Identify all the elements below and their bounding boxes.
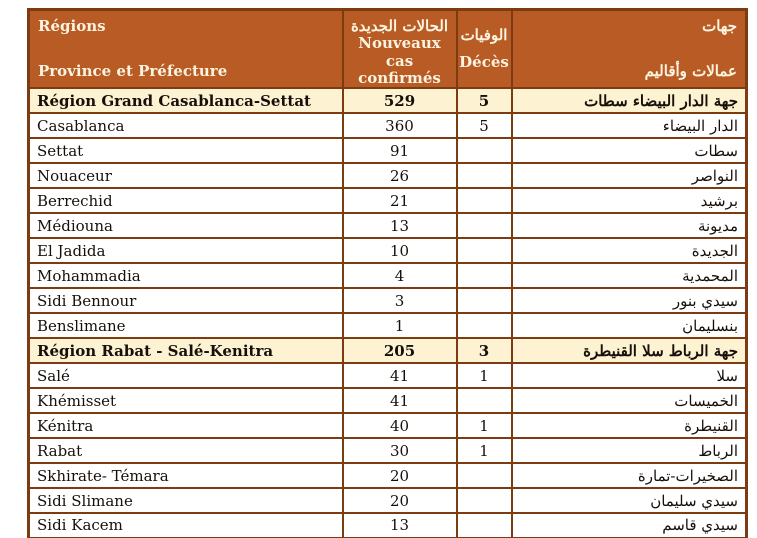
- region-summary-row: [29, 88, 747, 113]
- deaths-value: [457, 313, 512, 338]
- new-cases-value: 1: [343, 313, 457, 338]
- province-name-fr: Skhirate- Témara: [29, 463, 343, 488]
- new-cases-value: 21: [343, 188, 457, 213]
- province-name-fr: Sidi Kacem: [29, 513, 343, 538]
- new-cases-value: 10: [343, 238, 457, 263]
- province-name-ar: برشيد: [512, 188, 747, 213]
- header-regions-ar-line2: عمالات وأقاليم: [644, 61, 737, 80]
- province-name-fr: Casablanca: [29, 113, 343, 138]
- province-row: [29, 213, 747, 238]
- deaths-value: [457, 513, 512, 538]
- province-row: [29, 488, 747, 513]
- province-name-ar: سيدي قاسم: [512, 513, 747, 538]
- header-regions-fr-line1: Régions: [38, 17, 106, 35]
- province-name-ar: النواصر: [512, 163, 747, 188]
- deaths-value: 5: [457, 88, 512, 113]
- header-cell-regions: [29, 10, 343, 89]
- province-row: [29, 288, 747, 313]
- province-name-fr: Région Rabat - Salé-Kenitra: [29, 338, 343, 363]
- new-cases-value: 40: [343, 413, 457, 438]
- province-name-fr: Berrechid: [29, 188, 343, 213]
- header-cell-deaths: [457, 10, 512, 89]
- province-name-fr: Médiouna: [29, 213, 343, 238]
- new-cases-value: 360: [343, 113, 457, 138]
- province-row: [29, 138, 747, 163]
- new-cases-value: 20: [343, 488, 457, 513]
- province-name-fr: Benslimane: [29, 313, 343, 338]
- new-cases-value: 30: [343, 438, 457, 463]
- province-name-ar: الجديدة: [512, 238, 747, 263]
- province-name-ar: مديونة: [512, 213, 747, 238]
- new-cases-value: 41: [343, 363, 457, 388]
- province-row: [29, 113, 747, 138]
- deaths-value: 3: [457, 338, 512, 363]
- deaths-value: 5: [457, 113, 512, 138]
- new-cases-value: 205: [343, 338, 457, 363]
- province-name-fr: El Jadida: [29, 238, 343, 263]
- province-row: [29, 413, 747, 438]
- header-deaths-ar: الوفيات: [460, 26, 508, 45]
- province-name-fr: Région Grand Casablanca-Settat: [29, 88, 343, 113]
- province-row: [29, 363, 747, 388]
- province-name-fr: Sidi Bennour: [29, 288, 343, 313]
- province-row: [29, 163, 747, 188]
- province-name-ar: سيدي سليمان: [512, 488, 747, 513]
- deaths-value: [457, 263, 512, 288]
- new-cases-value: 529: [343, 88, 457, 113]
- deaths-value: [457, 488, 512, 513]
- header-cell-regions-ar: [512, 10, 747, 89]
- header-row: [29, 10, 747, 89]
- region-summary-row: [29, 338, 747, 363]
- header-regions-ar-line1: جهات: [702, 17, 737, 35]
- new-cases-value: 91: [343, 138, 457, 163]
- province-name-ar: الصخيرات-تمارة: [512, 463, 747, 488]
- province-row: [29, 438, 747, 463]
- province-row: [29, 463, 747, 488]
- header-cases-fr: Nouveaux cas confirmés: [358, 34, 441, 87]
- new-cases-value: 4: [343, 263, 457, 288]
- table-body: [29, 88, 747, 538]
- province-name-ar: بنسليمان: [512, 313, 747, 338]
- province-name-fr: Rabat: [29, 438, 343, 463]
- province-row: [29, 188, 747, 213]
- province-name-fr: Salé: [29, 363, 343, 388]
- province-name-ar: الخميسات: [512, 388, 747, 413]
- deaths-value: 1: [457, 438, 512, 463]
- province-row: [29, 313, 747, 338]
- province-row: [29, 263, 747, 288]
- province-name-fr: Kénitra: [29, 413, 343, 438]
- header-deaths-fr: Décès: [459, 52, 509, 71]
- deaths-value: [457, 388, 512, 413]
- covid-region-table: [27, 8, 748, 538]
- deaths-value: [457, 138, 512, 163]
- province-name-ar: جهة الدار البيضاء سطات: [512, 88, 747, 113]
- new-cases-value: 20: [343, 463, 457, 488]
- deaths-value: [457, 213, 512, 238]
- deaths-value: [457, 188, 512, 213]
- province-name-fr: Settat: [29, 138, 343, 163]
- province-name-ar: الرباط: [512, 438, 747, 463]
- new-cases-value: 13: [343, 213, 457, 238]
- province-name-ar: سيدي بنور: [512, 288, 747, 313]
- table-header: [29, 10, 747, 89]
- new-cases-value: 13: [343, 513, 457, 538]
- province-name-fr: Mohammadia: [29, 263, 343, 288]
- header-regions-fr-line2: Province et Préfecture: [38, 61, 228, 80]
- province-name-ar: المحمدية: [512, 263, 747, 288]
- province-row: [29, 238, 747, 263]
- province-name-ar: القنيطرة: [512, 413, 747, 438]
- deaths-value: [457, 288, 512, 313]
- province-row: [29, 513, 747, 538]
- province-name-fr: Nouaceur: [29, 163, 343, 188]
- province-row: [29, 388, 747, 413]
- province-name-ar: جهة الرباط سلا القنيطرة: [512, 338, 747, 363]
- header-cases-ar: الحالات الجديدة: [350, 17, 449, 35]
- deaths-value: 1: [457, 413, 512, 438]
- province-name-fr: Sidi Slimane: [29, 488, 343, 513]
- new-cases-value: 26: [343, 163, 457, 188]
- deaths-value: [457, 238, 512, 263]
- province-name-ar: سطات: [512, 138, 747, 163]
- new-cases-value: 3: [343, 288, 457, 313]
- province-name-fr: Khémisset: [29, 388, 343, 413]
- deaths-value: [457, 463, 512, 488]
- deaths-value: 1: [457, 363, 512, 388]
- province-name-ar: سلا: [512, 363, 747, 388]
- new-cases-value: 41: [343, 388, 457, 413]
- province-name-ar: الدار البيضاء: [512, 113, 747, 138]
- header-cell-new-cases: [343, 10, 457, 89]
- deaths-value: [457, 163, 512, 188]
